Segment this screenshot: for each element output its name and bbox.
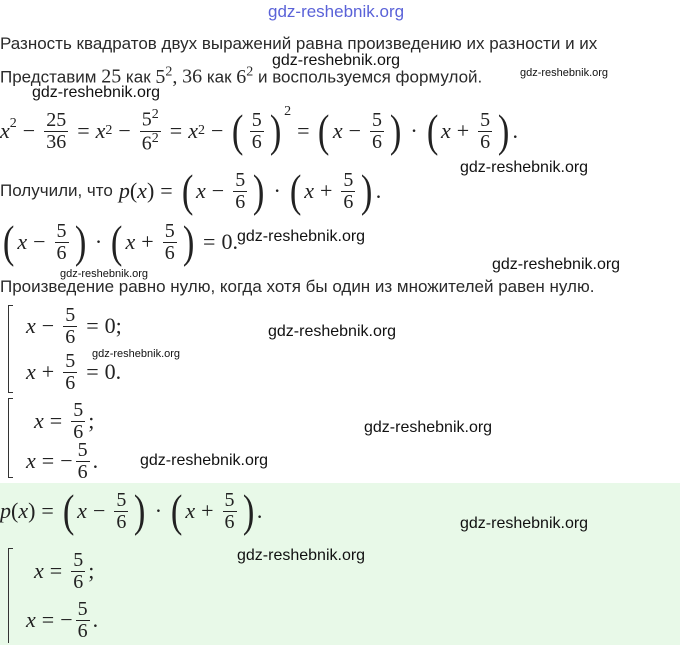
text-line-difference-of-squares: Разность квадратов двух выражений равна произведению их разности и их xyxy=(0,34,598,53)
system2-eq2: x = − $\frac{5}{6}$ . xyxy=(26,438,99,483)
system-bracket xyxy=(8,398,9,478)
watermark: gdz-reshebnik.org xyxy=(268,323,397,340)
watermark: gdz-reshebnik.org xyxy=(460,515,589,532)
watermark: gdz-reshebnik.org xyxy=(92,348,181,360)
answer-system-eq1: x = $\frac{5}{6}$ ; xyxy=(34,548,95,593)
equation-product-zero: ( x − $\frac{5}{6}$ ) · ( x + $\frac{5}{6}$ ) = 0 . xyxy=(2,216,238,267)
text-line-product-zero: Произведение равно нулю, когда хотя бы один из множителей равен нулю. xyxy=(0,277,595,296)
watermark: gdz-reshebnik.org xyxy=(272,52,401,69)
watermark: gdz-reshebnik.org xyxy=(60,268,149,280)
text-line-represent: Представим 25 как $5^2$, 36 как $6^2$ и воспользуемся формулой. xyxy=(0,64,483,88)
watermark: gdz-reshebnik.org xyxy=(237,228,366,245)
watermark: gdz-reshebnik.org xyxy=(237,547,366,564)
system1-eq2: x + $\frac{5}{6}$ = 0 . xyxy=(26,349,122,394)
system-bracket xyxy=(8,548,9,643)
watermark: gdz-reshebnik.org xyxy=(460,159,589,176)
answer-equation-p: p ( x ) = ( x − $\frac{5}{6}$ ) · ( x + $\frac{5}{6}$ ) . xyxy=(0,485,263,536)
system2-eq1: x = $\frac{5}{6}$ ; xyxy=(34,398,95,443)
answer-system-eq2: x = − $\frac{5}{6}$ . xyxy=(26,597,99,642)
watermark: gdz-reshebnik.org xyxy=(364,419,493,436)
watermark: gdz-reshebnik.org xyxy=(520,67,609,79)
system-bracket xyxy=(8,305,9,393)
watermark-top[interactable]: gdz-reshebnik.org xyxy=(268,2,405,21)
system1-eq1: x − $\frac{5}{6}$ = 0 ; xyxy=(26,303,122,348)
watermark: gdz-reshebnik.org xyxy=(140,452,269,469)
watermark: gdz-reshebnik.org xyxy=(492,256,621,273)
watermark: gdz-reshebnik.org xyxy=(32,84,161,101)
equation-factorization: x $^2$ − $\frac{25}{36}$ = x 2 − $\frac{5^2}{6^2}$ = x 2 − ( $\frac{5}{6}$ ) $^2$ = ( x − $\frac{5}{6}$ ) · ( x + $\frac{5}{6}$ ) . xyxy=(0,104,518,156)
equation-got-p: Получили, что p ( x ) = ( x − $\frac{5}{6}$ ) · ( x + $\frac{5}{6}$ ) . xyxy=(0,165,382,216)
